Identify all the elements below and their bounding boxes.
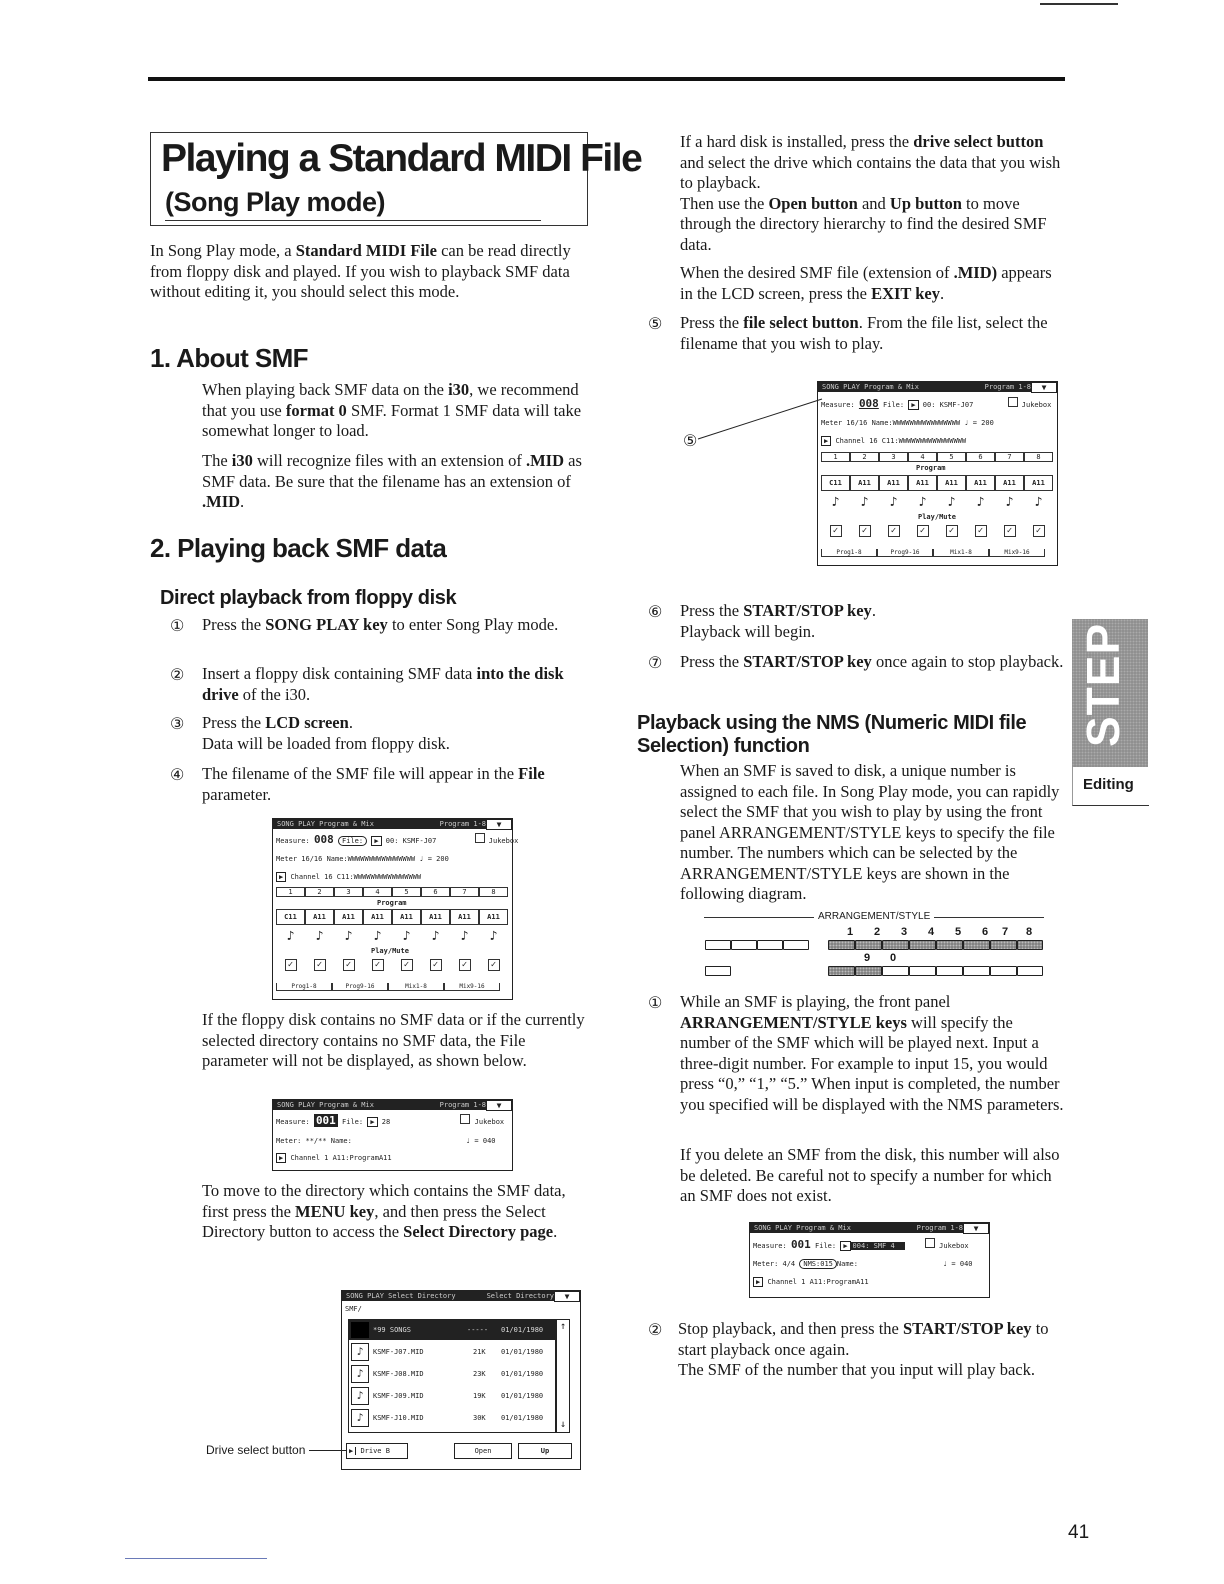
- step-tab-section: Editing: [1072, 767, 1149, 806]
- top-rule: [148, 77, 1065, 81]
- about-smf-paragraph-2: The i30 will recognize files with an extension of .MID as SMF data. Be sure that the filename has an extension of .MID.: [202, 451, 582, 511]
- step-4-text: The filename of the SMF file will appear in the File parameter.: [202, 764, 545, 804]
- dropdown-icon[interactable]: ▼: [486, 1100, 512, 1111]
- channel-button[interactable]: ▶: [276, 872, 286, 882]
- arrangement-key[interactable]: [882, 966, 909, 976]
- jukebox-checkbox[interactable]: [475, 833, 485, 843]
- file-list: [348, 1319, 556, 1433]
- lcd-song-play-screen: [272, 818, 519, 1000]
- program-cell[interactable]: A11: [908, 475, 937, 491]
- program-cell[interactable]: A11: [1024, 475, 1053, 491]
- step-1-text: Press the SONG PLAY key to enter Song Play mode.: [202, 615, 559, 634]
- play-mute-checkbox[interactable]: ✓: [430, 959, 442, 971]
- track-num: 6: [421, 887, 450, 897]
- guitar-icon: ♪: [373, 929, 382, 944]
- chapter-title-box: [150, 132, 642, 226]
- step-marker-3: ③: [170, 716, 185, 733]
- lcd-header: SONG PLAY Program & Mix Program 1-8 ▼: [273, 819, 512, 829]
- guitar-icon: ♪: [976, 495, 985, 510]
- arrangement-key-number[interactable]: [855, 940, 882, 950]
- nms-step-2-text: Stop playback, and then press the START/STOP key to start playback once again. The SMF of the number that you input will play back.: [678, 1319, 1049, 1379]
- nms-paragraph: When an SMF is saved to disk, a unique number is assigned to each file. In Song Play mode, you can rapidly select the SMF that you wish to play by using the front panel ARRANGEMENT/STYLE keys to specify the file number. The numbers which can be selected by the ARRANGEMENT/STYLE keys are shown in the following diagram.: [680, 761, 1060, 903]
- program-cell[interactable]: A11: [421, 909, 450, 925]
- guitar-icon: ♪: [286, 929, 295, 944]
- lcd-song-play-screen-2: SONG PLAY Program & Mix Program 1-8 ▼ Measure: 008 File: ▶ 00: KSMF-J07 Jukebox Meter 16/16 Name:WWWWWWWWWWWWWWWW ♩ = 200 ▶ Channel 16 C11:WWWWWWWWWWWWWWWW 1 2 3 4 5 6 7 8 Program C11 A11 A11 A11 A11 A11 A11 A11 ♪ ♪ ♪ ♪ ♪ ♪ ♪ ♪ Play/Mute ✓ ✓ ✓ ✓ ✓ ✓ ✓ ✓ Prog1-8 Prog9-16 Mix1-8 Mix9-16: [817, 381, 1058, 566]
- step-marker-2: ②: [170, 667, 185, 684]
- arrangement-key[interactable]: [990, 966, 1017, 976]
- step-7-text: Press the START/STOP key once again to stop playback.: [680, 652, 1064, 671]
- arrangement-key[interactable]: [963, 966, 990, 976]
- arrangement-key-number[interactable]: [828, 966, 855, 976]
- track-num: 4: [363, 887, 392, 897]
- program-cell[interactable]: A11: [937, 475, 966, 491]
- guitar-icon: ♪: [460, 929, 469, 944]
- guitar-icon: ♪: [918, 495, 927, 510]
- lcd-no-file-screen: SONG PLAY Program & Mix Program 1-8 ▼ Measure: 001 File: ▶ 28 Jukebox Meter: **/** Name: ♩ = 040 ▶ Channel 1 A11:ProgramA11: [272, 1099, 513, 1171]
- guitar-icon: ♪: [831, 495, 840, 510]
- music-file-icon: ♪: [351, 1409, 369, 1427]
- digit-label: 9: [864, 952, 871, 964]
- guitar-icon: ♪: [947, 495, 956, 510]
- digit-label: 0: [890, 952, 897, 964]
- program-cell[interactable]: A11: [995, 475, 1024, 491]
- directory-paragraph: To move to the directory which contains the SMF data, first press the MENU key, and then press the Select Directory button to access the Select Directory page.: [202, 1181, 566, 1241]
- play-mute-checkbox[interactable]: ✓: [401, 959, 413, 971]
- play-mute-checkbox[interactable]: ✓: [488, 959, 500, 971]
- file-select-button[interactable]: ▶: [840, 1241, 850, 1251]
- lcd-track-numbers: [276, 887, 508, 897]
- program-cell[interactable]: A11: [334, 909, 363, 925]
- arrangement-key[interactable]: [705, 940, 731, 950]
- hard-disk-paragraph: If a hard disk is installed, press the drive select button and select the drive which contains the data that you wish to playback. Then use the Open button and Up button to move through the directory hierarchy to find the desired SMF data.: [680, 132, 1061, 254]
- file-select-button[interactable]: ▶: [371, 836, 381, 846]
- channel-button[interactable]: ▶: [821, 436, 831, 446]
- title-underline: [165, 220, 541, 221]
- lcd-meter-row: Meter 16/16 Name:WWWWWWWWWWWWWWWW ♩ = 200: [276, 855, 449, 863]
- chapter-subtitle: (Song Play mode): [165, 187, 386, 217]
- arrangement-style-diagram: [704, 912, 1044, 924]
- step-marker-7: ⑦: [648, 655, 663, 672]
- step-3-text: Press the LCD screen. Data will be loaded from floppy disk.: [202, 713, 450, 753]
- list-item[interactable]: ♪ KSMF-J07.MID 21K 01/01/1980: [349, 1342, 555, 1362]
- program-label: Program: [916, 464, 946, 472]
- track-num: 3: [334, 887, 363, 897]
- lcd-channel-row: ▶ Channel 16 C11:WWWWWWWWWWWWWWWW: [276, 873, 421, 881]
- track-num: 7: [995, 452, 1024, 462]
- arrangement-key-number[interactable]: [882, 940, 909, 950]
- callout-marker-5: ⑤: [683, 433, 698, 450]
- mid-file-paragraph: When the desired SMF file (extension of .MID) appears in the LCD screen, press the EXIT key.: [680, 263, 1052, 303]
- play-mute-checkbox[interactable]: ✓: [343, 959, 355, 971]
- list-item-selected[interactable]: *99 SONGS ----- 01/01/1980: [349, 1320, 555, 1340]
- program-label: Program: [377, 899, 407, 907]
- scroll-up-icon[interactable]: ↑: [559, 1321, 567, 1332]
- step-tab: [1072, 583, 1148, 767]
- play-mute-checkbox[interactable]: ✓: [917, 525, 929, 537]
- tab-mix9-16[interactable]: Mix9-16: [989, 549, 1045, 557]
- digit-label: 6: [982, 926, 989, 938]
- guitar-icon: ♪: [489, 929, 498, 944]
- nms-delete-paragraph: If you delete an SMF from the disk, this number will also be deleted. Be careful not to specify a number for which an SMF does not exist.: [680, 1145, 1060, 1205]
- arrangement-key-number[interactable]: [936, 940, 963, 950]
- program-cell[interactable]: A11: [305, 909, 334, 925]
- chapter-title: Playing a Standard MIDI File: [161, 137, 642, 180]
- guitar-icon: ♪: [860, 495, 869, 510]
- no-file-paragraph: If the floppy disk contains no SMF data or if the currently selected directory contains no SMF data, the File parameter will not be displayed, as shown below.: [202, 1010, 585, 1070]
- jukebox-checkbox[interactable]: [460, 1114, 470, 1124]
- tab-mix1-8[interactable]: Mix1-8: [933, 549, 989, 557]
- intro-paragraph: In Song Play mode, a Standard MIDI File can be read directly from floppy disk and played. If you wish to playback SMF data without editing it, you should select this mode.: [150, 241, 571, 301]
- lcd-program-row: [276, 909, 508, 925]
- about-smf-paragraph-1: When playing back SMF data on the i30, we recommend that you use format 0 SMF. Format 1 SMF data will take somewhat longer to load.: [202, 380, 582, 440]
- program-cell[interactable]: A11: [392, 909, 421, 925]
- tab-prog9-16[interactable]: Prog9-16: [877, 549, 933, 557]
- nms-step-marker-2: ②: [648, 1322, 663, 1339]
- arrangement-key-number[interactable]: [963, 940, 990, 950]
- list-item[interactable]: ♪ KSMF-J08.MID 23K 01/01/1980: [349, 1364, 555, 1384]
- open-button[interactable]: Open: [454, 1443, 512, 1459]
- arrangement-key-number[interactable]: [909, 940, 936, 950]
- step-tab-label: STEP 3: [1077, 583, 1129, 747]
- arrangement-key[interactable]: [705, 966, 731, 976]
- directory-path: SMF/: [345, 1305, 362, 1313]
- arrangement-key[interactable]: [936, 966, 963, 976]
- folder-icon: [351, 1322, 369, 1338]
- step-5-text: Press the file select button. From the file list, select the filename that you wish to play.: [680, 313, 1048, 353]
- play-mute-checkbox[interactable]: ✓: [1004, 525, 1016, 537]
- nms-step-1-text: While an SMF is playing, the front panel ARRANGEMENT/STYLE keys will specify the number of the SMF which will be played next. Input a three-digit number. For example to input 15, you would press “0,” “1,” “5.” When input is completed, the number you specified will be displayed with the NMS parameters.: [680, 992, 1064, 1114]
- play-mute-checkbox[interactable]: ✓: [888, 525, 900, 537]
- play-mute-checkbox[interactable]: ✓: [830, 525, 842, 537]
- corner-rule: [1040, 3, 1118, 5]
- track-num: 1: [276, 887, 305, 897]
- play-mute-checkbox[interactable]: ✓: [372, 959, 384, 971]
- program-cell[interactable]: A11: [879, 475, 908, 491]
- lcd-nms-screen: SONG PLAY Program & Mix Program 1-8 ▼ Measure: 001 File: ▶ 004: SMF 4 Jukebox Meter: 4/4 NMS:015 Name: ♩ = 040 ▶ Channel 1 A11:ProgramA11: [749, 1222, 990, 1298]
- play-mute-checkbox[interactable]: ✓: [1033, 525, 1045, 537]
- arrangement-key[interactable]: [909, 966, 936, 976]
- guitar-icon: ♪: [315, 929, 324, 944]
- nms-step-marker-1: ①: [648, 995, 663, 1012]
- track-num: 7: [450, 887, 479, 897]
- dropdown-icon[interactable]: ▼: [554, 1291, 580, 1302]
- track-num: 2: [850, 452, 879, 462]
- digit-label: 8: [1026, 926, 1033, 938]
- tab-prog1-8[interactable]: Prog1-8: [276, 983, 332, 991]
- subheading-nms: Playback using the NMS (Numeric MIDI file Selection) function: [637, 712, 1027, 757]
- channel-button[interactable]: ▶: [753, 1277, 763, 1287]
- program-cell[interactable]: C11: [276, 909, 305, 925]
- track-num: 6: [966, 452, 995, 462]
- lcd-select-directory-screen: SONG PLAY Select Directory Select Directory ▼ SMF/ *99 SONGS ----- 01/01/1980 ♪ KSMF-J07.MID 21K 01/01/1980 ♪ KSMF-J08.MID 23K 01/01/1980 ♪ KSMF-J09.MID 19K 01/01/1980 ♪ KSMF-J10.MID 30K 01/01/1980 ↑ ↓ ▶ Drive B Open Up: [341, 1290, 581, 1470]
- track-num: 8: [1024, 452, 1053, 462]
- play-mute-label: Play/Mute: [918, 513, 956, 521]
- arrangement-key-number[interactable]: [990, 940, 1017, 950]
- program-cell[interactable]: A11: [966, 475, 995, 491]
- drive-select-button[interactable]: ▶ Drive B: [346, 1443, 408, 1459]
- track-num: 1: [821, 452, 850, 462]
- list-item[interactable]: ♪ KSMF-J10.MID 30K 01/01/1980: [349, 1408, 555, 1428]
- track-num: 2: [305, 887, 334, 897]
- nms-field: NMS:015: [799, 1259, 837, 1269]
- track-num: 4: [908, 452, 937, 462]
- play-mute-checkbox[interactable]: ✓: [285, 959, 297, 971]
- arrangement-key-number[interactable]: [1017, 940, 1043, 950]
- file-select-button[interactable]: ▶: [908, 400, 918, 410]
- music-file-icon: ♪: [351, 1365, 369, 1383]
- up-button[interactable]: Up: [518, 1443, 572, 1459]
- arrangement-key[interactable]: [757, 940, 783, 950]
- dropdown-icon[interactable]: ▼: [486, 819, 512, 830]
- play-mute-checkbox[interactable]: ✓: [459, 959, 471, 971]
- subheading-direct-playback: Direct playback from floppy disk: [160, 587, 457, 609]
- scroll-down-icon[interactable]: ↓: [559, 1419, 567, 1430]
- program-cell[interactable]: A11: [363, 909, 392, 925]
- bottom-rule: [125, 1558, 267, 1559]
- lcd-playmute-row: [276, 959, 508, 971]
- step-2-text: Insert a floppy disk containing SMF data into the disk drive of the i30.: [202, 664, 564, 704]
- jukebox-checkbox[interactable]: [1008, 397, 1018, 407]
- tab-prog9-16[interactable]: Prog9-16: [332, 983, 388, 991]
- step-marker-6: ⑥: [648, 604, 663, 621]
- guitar-icon: ♪: [889, 495, 898, 510]
- track-num: 8: [479, 887, 508, 897]
- track-num: 5: [937, 452, 966, 462]
- track-num: 3: [879, 452, 908, 462]
- jukebox-checkbox[interactable]: [925, 1238, 935, 1248]
- lcd-icon-row: [276, 929, 508, 944]
- digit-label: 7: [1002, 926, 1009, 938]
- digit-label: 5: [955, 926, 962, 938]
- step-6-text: Press the START/STOP key. Playback will begin.: [680, 601, 876, 641]
- digit-label: 1: [847, 926, 854, 938]
- tab-prog1-8[interactable]: Prog1-8: [821, 549, 877, 557]
- section-heading-about-smf: 1. About SMF: [150, 343, 308, 373]
- guitar-icon: ♪: [402, 929, 411, 944]
- guitar-icon: ♪: [1034, 495, 1043, 510]
- dropdown-icon[interactable]: ▼: [963, 1223, 989, 1234]
- lcd-measure-row: Measure: 008 File: ▶ 00: KSMF-J07 Jukebox: [276, 833, 519, 846]
- music-file-icon: ♪: [351, 1343, 369, 1361]
- lcd-tabs: [276, 983, 500, 991]
- digit-label: 2: [874, 926, 881, 938]
- arrangement-style-label: ARRANGEMENT/STYLE: [818, 911, 931, 922]
- play-mute-label: Play/Mute: [371, 947, 409, 955]
- section-heading-playing-back: 2. Playing back SMF data: [150, 533, 447, 563]
- step-marker-5: ⑤: [648, 316, 663, 333]
- page-number: 41: [1068, 1522, 1090, 1543]
- program-cell[interactable]: A11: [450, 909, 479, 925]
- arrangement-key[interactable]: [731, 940, 757, 950]
- program-cell[interactable]: C11: [821, 475, 850, 491]
- program-cell[interactable]: A11: [850, 475, 879, 491]
- arrangement-key[interactable]: [1017, 966, 1043, 976]
- callout-line: [309, 1450, 347, 1451]
- play-mute-checkbox[interactable]: ✓: [975, 525, 987, 537]
- play-mute-checkbox[interactable]: ✓: [946, 525, 958, 537]
- scrollbar[interactable]: [556, 1319, 570, 1433]
- music-file-icon: ♪: [351, 1387, 369, 1405]
- guitar-icon: ♪: [431, 929, 440, 944]
- list-item[interactable]: ♪ KSMF-J09.MID 19K 01/01/1980: [349, 1386, 555, 1406]
- digit-label: 4: [928, 926, 935, 938]
- step-marker-1: ①: [170, 618, 185, 635]
- digit-label: 3: [901, 926, 908, 938]
- guitar-icon: ♪: [1005, 495, 1014, 510]
- dropdown-icon[interactable]: ▼: [1031, 382, 1057, 393]
- track-num: 5: [392, 887, 421, 897]
- file-select-button[interactable]: ▶: [367, 1117, 377, 1127]
- tab-mix1-8[interactable]: Mix1-8: [388, 983, 444, 991]
- channel-button[interactable]: ▶: [276, 1153, 286, 1163]
- program-cell[interactable]: A11: [479, 909, 508, 925]
- arrangement-key[interactable]: [783, 940, 809, 950]
- callout-pointer: [696, 395, 826, 445]
- tab-mix9-16[interactable]: Mix9-16: [444, 983, 500, 991]
- play-mute-checkbox[interactable]: ✓: [859, 525, 871, 537]
- guitar-icon: ♪: [344, 929, 353, 944]
- arrangement-key-number[interactable]: [855, 966, 882, 976]
- play-mute-checkbox[interactable]: ✓: [314, 959, 326, 971]
- step-marker-4: ④: [170, 767, 185, 784]
- drive-select-callout: Drive select button: [206, 1443, 306, 1457]
- arrangement-key-number[interactable]: [828, 940, 855, 950]
